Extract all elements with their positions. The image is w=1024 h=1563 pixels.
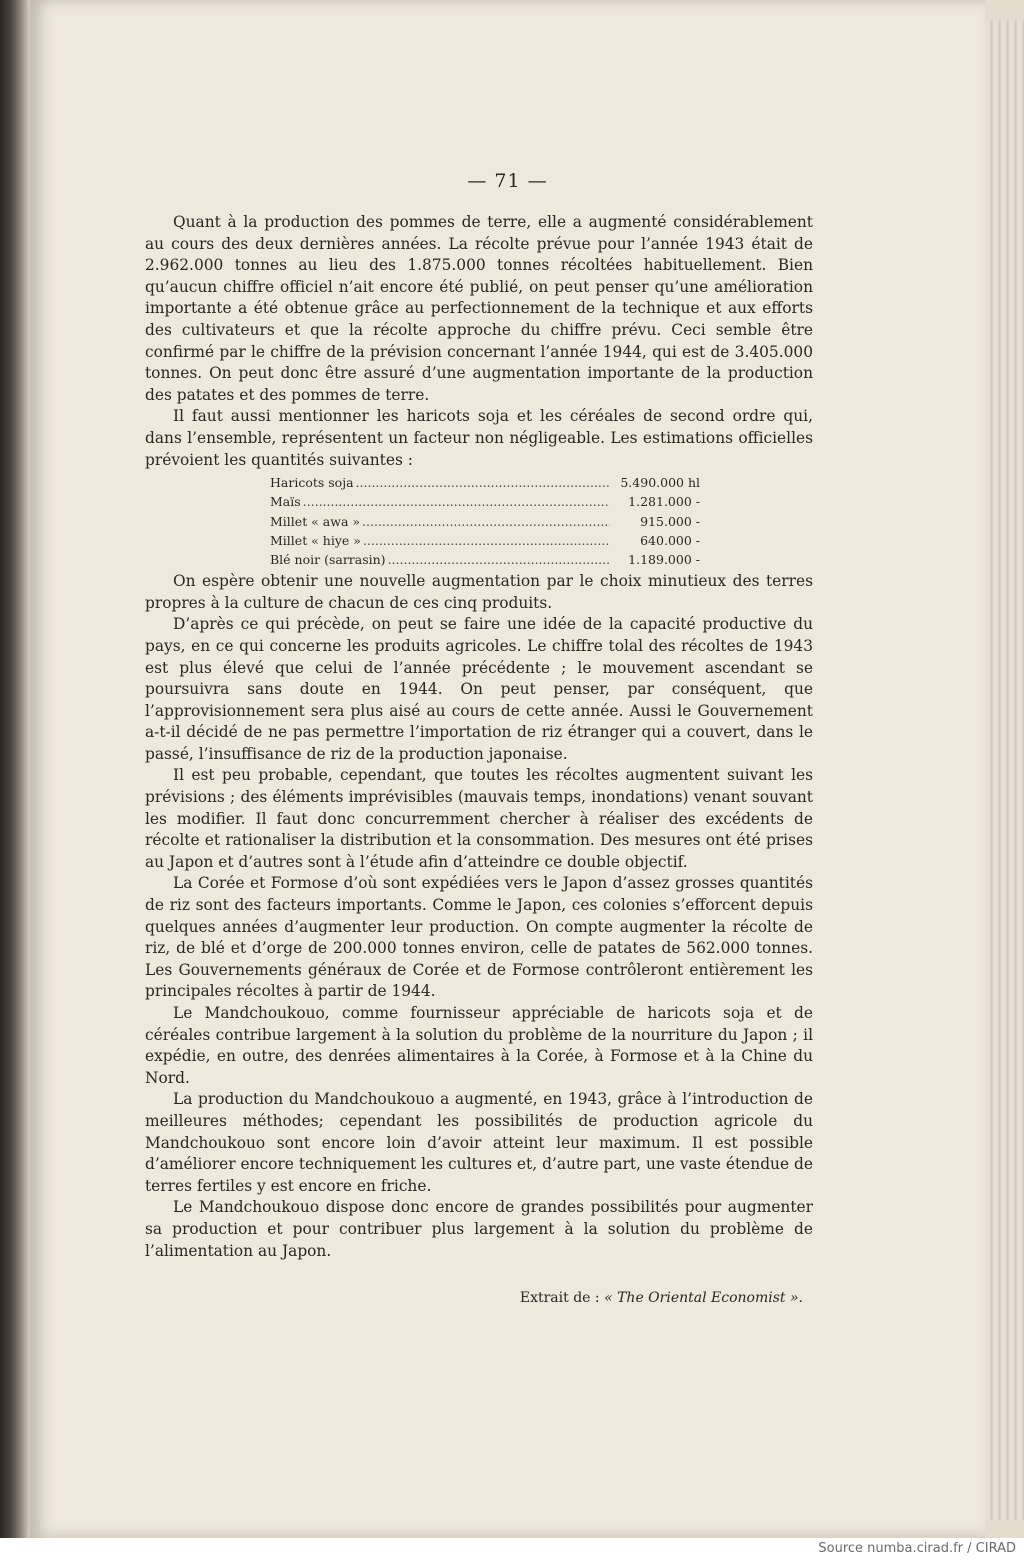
paragraph-forecasts: Il est peu probable, cependant, que toutes les récoltes augmentent suivant les prévisions ; des éléments imprévisibles (mauvais temps, inondations) venant souvant les modifier. Il faut donc concurremment chercher à réaliser des excédents de récolte et rationaliser la distribution et la consommation. Des mesures ont été prises au Japon et d’autres sont à l’étude afin d’atteindre ce double objectif.	[145, 766, 813, 871]
estimate-label: Maïs	[270, 494, 301, 510]
estimate-value: 1.281.000 -	[628, 494, 700, 510]
source-title: « The Oriental Economist ».	[604, 1290, 803, 1307]
paragraph-productive-capacity: D’après ce qui précède, on peut se faire une idée de la capacité productive du pays, en ce qui concerne les produits agricoles. Le chiffre tolal des récoltes de 1943 est plus élevé que celui de l’année précédente ; le mouvement ascendant se poursuivra sans doute en 1944. On peut penser, par conséquent, que l’approvisionnement sera plus aisé au cours de cette année. Aussi le Gouvernement a-t-il décidé de ne pas permettre l’importation de riz étranger qui a couvert, dans le passé, l’insuffisance de riz de la production japonaise.	[145, 615, 813, 763]
paragraph-manchukuo-possibilities: Le Mandchoukouo dispose donc encore de grandes possibilités pour augmenter sa production et pour contribuer plus largement à la solution du problème de l’alimentation au Japon.	[145, 1198, 813, 1260]
paragraph-manchukuo-production: La production du Mandchoukouo a augmenté, en 1943, grâce à l’introduction de meilleures méthodes; cependant les possibilités de production agricole du Mandchoukouo sont encore loin d’avoir atteint leur maximum. Il est possible d’améliorer encore techniquement les cultures et, d’autre part, une vaste étendue de terres fertiles y est encore en friche.	[145, 1090, 813, 1195]
page-body	[145, 212, 813, 1310]
dot-leader	[363, 531, 610, 550]
estimate-row	[270, 492, 700, 511]
estimates-table	[270, 473, 700, 569]
paragraph-korea-formosa: La Corée et Formose d’où sont expédiées vers le Japon d’assez grosses quantités de riz sont des facteurs importants. Comme le Japon, ces colonies s’efforcent depuis quelques années d’augmenter leur production. On compte augmenter la récolte de riz, de blé et d’orge de 200.000 tonnes environ, celle de patates de 562.000 tonnes. Les Gouvernements généraux de Corée et de Formose contrôleront entièrement les principales récoltes à partir de 1944.	[145, 874, 813, 1001]
paragraph-potatoes: Quant à la production des pommes de terre, elle a augmenté considérablement au cours des deux dernières années. La récolte prévue pour l’année 1943 était de 2.962.000 tonnes au lieu des 1.875.000 tonnes récoltées habituellement. Bien qu’aucun chiffre officiel n’ait encore été publié, on peut penser qu’une amélioration importante a été obtenue grâce au perfectionnement de la technique et aux efforts des cultivateurs et que la récolte approche du chiffre prévu. Ceci semble être confirmé par le chiffre de la prévision concernant l’année 1944, qui est de 3.405.000 tonnes. On peut donc être assuré d’une augmentation importante de la production des patates et des pommes de terre.	[145, 213, 813, 404]
document-page	[30, 0, 985, 1538]
estimate-label: Blé noir (sarrasin)	[270, 551, 386, 567]
estimate-value: 5.490.000 hl	[620, 475, 700, 491]
estimate-value: 640.000 -	[640, 532, 700, 548]
page-stack-edges	[985, 20, 1024, 1520]
dot-leader	[356, 473, 610, 492]
source-watermark: Source numba.cirad.fr / CIRAD	[818, 1541, 1016, 1556]
estimate-label: Millet « hiye »	[270, 532, 361, 548]
estimate-value: 915.000 -	[640, 513, 700, 529]
dot-leader	[388, 550, 610, 569]
source-citation	[145, 1288, 813, 1310]
estimate-row	[270, 512, 700, 531]
page-number: — 71 —	[467, 170, 548, 192]
dot-leader	[303, 492, 610, 511]
estimate-row	[270, 550, 700, 569]
estimate-row	[270, 531, 700, 550]
estimate-label: Haricots soja	[270, 475, 354, 491]
estimate-row	[270, 473, 700, 492]
paragraph-five-products: On espère obtenir une nouvelle augmentation par le choix minutieux des terres propres à la culture de chacun de ces cinq produits.	[145, 572, 813, 612]
dot-leader	[362, 512, 610, 531]
book-binding-edge	[0, 0, 30, 1538]
paragraph-soy-cereals: Il faut aussi mentionner les haricots soja et les céréales de second ordre qui, dans l’ensemble, représentent un facteur non négligeable. Les estimations officielles prévoient les quantités suivantes :	[145, 407, 813, 469]
source-prefix: Extrait de :	[519, 1290, 600, 1307]
paragraph-manchukuo-supplier: Le Mandchoukouo, comme fournisseur appréciable de haricots soja et de céréales contribue largement à la solution du problème de la nourriture du Japon ; il expédie, en outre, des denrées alimentaires à la Corée, à Formose et à la Chine du Nord.	[145, 1004, 813, 1087]
estimate-value: 1.189.000 -	[628, 551, 700, 567]
estimate-label: Millet « awa »	[270, 513, 361, 529]
